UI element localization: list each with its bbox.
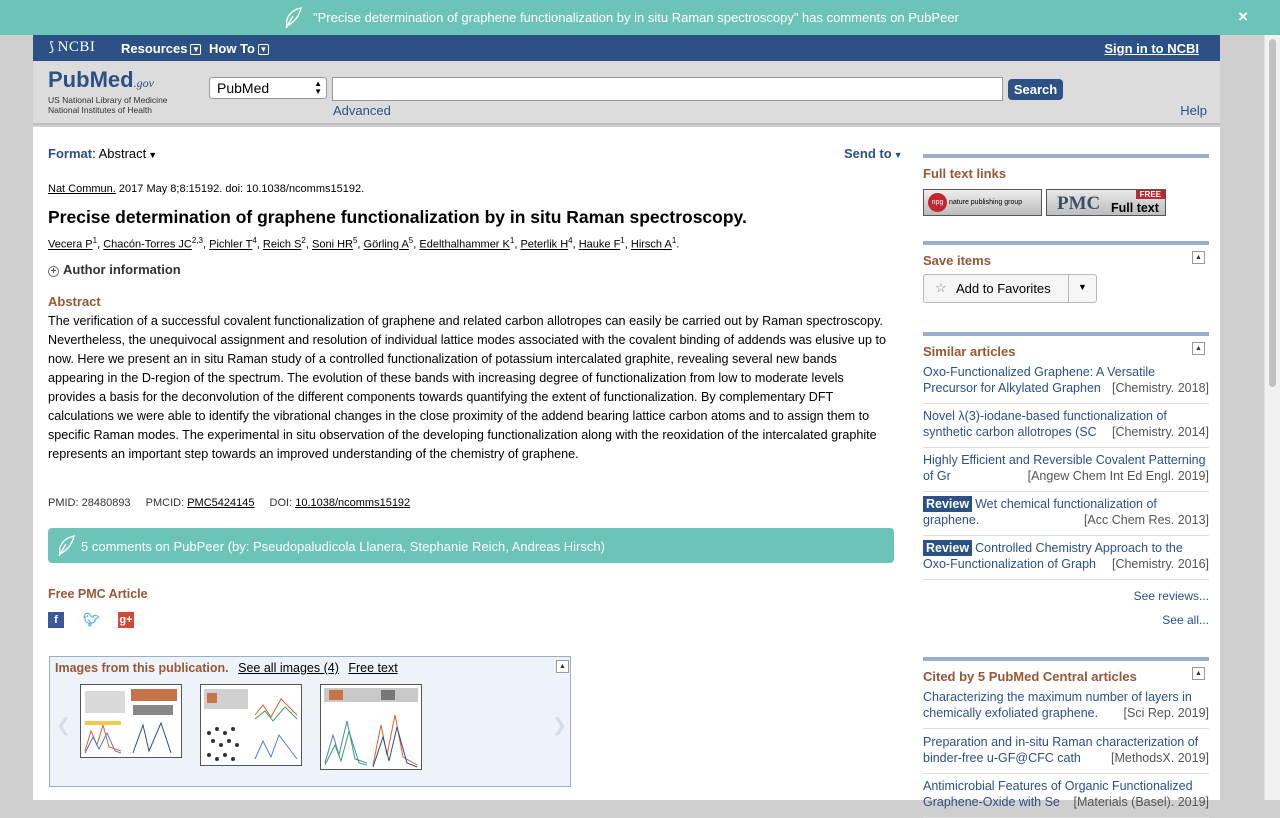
author-link[interactable]: Pichler T xyxy=(209,238,253,251)
npg-logo-icon: npg xyxy=(928,193,947,212)
pmcid-link[interactable]: PMC5424145 xyxy=(187,497,255,509)
divider xyxy=(923,154,1209,158)
doi-link[interactable]: 10.1038/ncomms15192 xyxy=(295,497,411,509)
author-link[interactable]: Görling A xyxy=(363,238,409,251)
cited-article-title[interactable]: Characterizing the maximum number of layers in chemically exfoliated graphene. xyxy=(923,690,1192,720)
collapse-icon[interactable]: ▲ xyxy=(556,660,569,673)
select-arrows-icon: ▲ ▼ xyxy=(314,79,322,96)
author-link[interactable]: Reich S xyxy=(262,238,302,251)
cited-article-title[interactable]: Antimicrobial Features of Organic Functionalized Graphene-Oxide with Se xyxy=(923,779,1193,809)
nlm-label: US National Library of Medicine xyxy=(48,95,168,105)
cited-article-title[interactable]: Preparation and in-situ Raman characterization of binder-free u-GF@CFC cath xyxy=(923,735,1199,765)
figure-thumbnail[interactable] xyxy=(320,684,422,770)
free-text-link[interactable]: Free text xyxy=(348,661,398,675)
citation: Nat Commun. 2017 May 8;8:15192. doi: 10.1038/ncomms15192. xyxy=(48,183,365,195)
pubpeer-banner-text[interactable]: "Precise determination of graphene functionalization by in situ Raman spectroscopy" has comments on PubPeer xyxy=(313,10,959,25)
collapse-icon[interactable]: ▲ xyxy=(1192,342,1205,355)
author-link[interactable]: Vecera P xyxy=(48,238,93,251)
figure-thumbnail-image xyxy=(201,685,301,765)
affiliation-number: 4 xyxy=(252,236,257,245)
cited-article-source: [Sci Rep. 2019] xyxy=(1123,706,1209,720)
chevron-down-icon: ▼ xyxy=(259,45,268,54)
format-menu[interactable]: Format: Abstract ▼ xyxy=(48,146,158,161)
cited-article-source: [MethodsX. 2019] xyxy=(1111,751,1209,765)
similar-article-item[interactable] xyxy=(923,452,1209,492)
twitter-icon[interactable]: 🐦︎ xyxy=(83,612,100,627)
author-information-toggle[interactable]: + Author information xyxy=(48,262,181,277)
free-pmc-label: Free PMC Article xyxy=(48,587,148,601)
similar-article-title[interactable]: Oxo-Functionalized Graphene: A Versatile Precursor for Alkylated Graphen xyxy=(923,365,1156,395)
expand-icon: + xyxy=(48,266,59,277)
article-title: Precise determination of graphene functionalization by in situ Raman spectroscopy. xyxy=(48,207,747,227)
journal-link[interactable]: Nat Commun. xyxy=(48,183,116,195)
close-icon[interactable]: × xyxy=(1238,7,1248,26)
similar-article-item[interactable] xyxy=(923,408,1209,448)
abstract-text: The verification of a successful covalent functionalization of graphene and related carbon allotropes can easily be carried out by Raman spectroscopy. Nevertheless, the unequivocal assignment and resolution of individual lattice modes associated with the covalent binding of addends was elusive up to now. Here we present an in situ Raman study of a controlled functionalization of potassium intercalated graphite, revealing several new bands appearing in the D-region of the spectrum. The evolution of these bands with increasing degree of functionalization from low to moderate levels provides a basis for the deconvolution of the different components towards quantifying the extent of functionalization. By complementary DFT calculations we were able to identify the vibrational changes in the close proximity of the addend bearing lattice carbon atoms and to assign them to specific Raman modes. The experimental in situ observation of the developing functionalization along with the reoxidation of the intercalated graphite represents an important step towards an improved understanding of the chemistry of graphene. xyxy=(48,314,886,461)
ncbi-logo-icon: ⟆ xyxy=(49,40,55,55)
figure-thumbnail-image xyxy=(81,685,181,757)
affiliation-number: 5 xyxy=(408,236,414,245)
affiliation-number: 2,3 xyxy=(191,236,203,245)
abstract-heading: Abstract xyxy=(48,294,101,309)
resources-menu[interactable]: Resources ▼ xyxy=(121,41,200,56)
google-plus-icon[interactable]: g+ xyxy=(119,614,133,626)
similar-article-title[interactable]: Highly Efficient and Reversible Covalent Patterning of Gr xyxy=(923,453,1206,483)
chevron-down-icon: ▼ xyxy=(893,150,903,160)
pubmed-logo[interactable]: PubMed.gov US National Library of Medicine National Institutes of Health xyxy=(48,67,168,115)
advanced-search-link[interactable]: Advanced xyxy=(333,103,391,118)
article-identifiers: PMID: 28480893 PMCID: PMC5424145 DOI: 10.1038/ncomms15192 xyxy=(48,497,411,509)
similar-article-item[interactable] xyxy=(923,364,1209,404)
author-link[interactable]: Peterlik H xyxy=(520,238,569,251)
author-link[interactable]: Edelthalhammer K xyxy=(419,238,510,251)
divider xyxy=(923,657,1209,661)
figure-thumbnail[interactable] xyxy=(80,684,182,758)
facebook-icon[interactable]: f xyxy=(48,612,64,628)
similar-article-source: [Acc Chem Res. 2013] xyxy=(1083,513,1209,527)
collapse-icon[interactable]: ▲ xyxy=(1192,251,1205,264)
similar-article-item[interactable] xyxy=(923,540,1209,580)
similar-article-title[interactable]: Wet chemical functionalization of graphene. xyxy=(923,497,1157,527)
figure-thumbnail[interactable] xyxy=(200,684,302,766)
help-link[interactable]: Help xyxy=(1180,103,1207,118)
see-all-images-link[interactable]: See all images (4) xyxy=(238,661,339,675)
ncbi-bar xyxy=(33,35,1220,61)
star-icon: ☆ xyxy=(935,280,947,295)
images-panel xyxy=(49,656,571,787)
search-button[interactable]: Search xyxy=(1008,79,1063,100)
chevron-right-icon[interactable]: ❯ xyxy=(552,715,568,735)
npg-full-text-link[interactable]: npg nature publishing group xyxy=(923,189,1042,216)
review-badge: Review xyxy=(923,540,972,556)
divider xyxy=(923,332,1209,336)
affiliation-number: 1 xyxy=(620,236,625,245)
pubpeer-comments-bar[interactable]: 5 comments on PubPeer (by: Pseudopaludicola Llanera, Stephanie Reich, Andreas Hirsch) xyxy=(48,528,894,563)
save-items-heading: Save items xyxy=(923,253,991,268)
author-link[interactable]: Soni HR xyxy=(312,238,353,251)
affiliation-number: 5 xyxy=(352,236,358,245)
full-text-links-heading: Full text links xyxy=(923,166,1007,181)
scrollbar-thumb[interactable] xyxy=(1269,39,1276,387)
cited-article-source: [Materials (Basel). 2019] xyxy=(1073,795,1209,809)
ncbi-logo[interactable]: ⟆ NCBI xyxy=(49,39,96,55)
add-to-favorites-button[interactable]: ☆ Add to Favorites ▼ xyxy=(923,274,1097,303)
author-link[interactable]: Chacón-Torres JC xyxy=(103,238,192,251)
search-input[interactable] xyxy=(332,77,1003,101)
similar-article-title[interactable]: Controlled Chemistry Approach to the Oxo-Functionalization of Graph xyxy=(923,541,1183,571)
pubpeer-leaf-icon xyxy=(56,534,76,558)
pubmed-header xyxy=(33,61,1220,125)
affiliation-number: 2 xyxy=(301,236,306,245)
chevron-left-icon[interactable]: ❮ xyxy=(56,715,72,735)
affiliation-number: 1 xyxy=(671,236,677,245)
similar-articles-heading: Similar articles xyxy=(923,344,1016,359)
database-select[interactable]: PubMed ▲ ▼ xyxy=(209,77,327,99)
send-to-menu[interactable]: Send to ▼ xyxy=(844,146,903,161)
similar-article-source: [Chemistry. 2014] xyxy=(1111,425,1209,439)
chevron-down-icon[interactable]: ▼ xyxy=(1078,282,1087,292)
affiliation-number: 1 xyxy=(509,236,515,245)
pubpeer-leaf-icon xyxy=(283,6,303,30)
divider xyxy=(923,241,1209,245)
images-panel-title: Images from this publication. xyxy=(55,661,229,675)
nih-label: National Institutes of Health xyxy=(48,105,152,115)
right-sidebar xyxy=(923,127,1209,809)
pmc-full-text-link[interactable]: PMC FREE Full text xyxy=(1046,189,1166,216)
similar-article-source: [Chemistry. 2018] xyxy=(1111,381,1209,395)
affiliation-number: 1 xyxy=(92,236,98,245)
affiliation-number: 4 xyxy=(568,236,573,245)
author-list: Vecera $P^1$, Chacón-Torres JC$^{2,3}$, Pichler $T^4$, Reich $S^2$, Soni $HR^5$, Görling $A^5$, Edelthalhammer $K^1$, Peterlik $H^4$, Hauke $F^1$, Hirsch $A^1$. xyxy=(48,236,680,251)
main-content xyxy=(33,127,1220,809)
cited-article-item[interactable] xyxy=(923,689,1209,729)
author-link[interactable]: Hauke F xyxy=(578,238,621,251)
review-badge: Review xyxy=(923,496,972,512)
chevron-down-icon: ▼ xyxy=(148,150,158,160)
see-reviews-link[interactable]: See reviews... xyxy=(1133,589,1209,603)
cited-article-item[interactable] xyxy=(923,734,1209,774)
author-link[interactable]: Hirsch A xyxy=(630,238,672,251)
cited-by-heading: Cited by 5 PubMed Central articles xyxy=(923,669,1137,684)
cited-article-item[interactable] xyxy=(923,778,1209,818)
similar-article-title[interactable]: Novel λ(3)-iodane-based functionalization of synthetic carbon allotropes (SC xyxy=(923,409,1167,439)
collapse-icon[interactable]: ▲ xyxy=(1192,667,1205,680)
similar-article-source: [Chemistry. 2016] xyxy=(1111,557,1209,571)
pmid: PMID: 28480893 xyxy=(48,497,131,509)
figure-thumbnail-image xyxy=(321,685,421,769)
howto-menu[interactable]: How To ▼ xyxy=(209,41,268,56)
similar-article-source: [Angew Chem Int Ed Engl. 2019] xyxy=(1027,469,1209,483)
vertical-scrollbar[interactable] xyxy=(1264,35,1280,800)
similar-article-item[interactable] xyxy=(923,496,1209,536)
pubpeer-banner[interactable] xyxy=(0,0,1280,35)
sign-in-link[interactable]: Sign in to NCBI xyxy=(1104,41,1199,56)
see-all-similar-link[interactable]: See all... xyxy=(1162,613,1209,627)
chevron-down-icon: ▼ xyxy=(192,45,200,54)
